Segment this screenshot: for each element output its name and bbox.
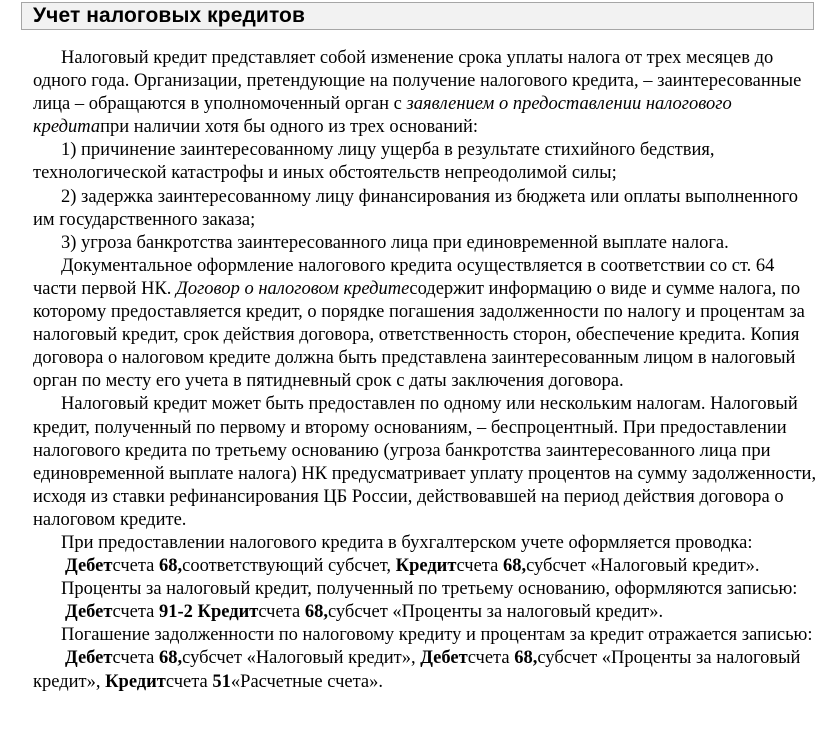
account-number: 51 (212, 671, 231, 692)
posting-entry-3 (33, 647, 816, 693)
paragraph-documentation (33, 255, 816, 394)
entry-text: субсчет «Проценты за налоговый кредит». (327, 602, 664, 623)
entry-text: субсчет «Проценты за налоговый кредит», (33, 648, 801, 692)
account-number: 68, (159, 648, 183, 669)
contract-term: Договор о налоговом кредите (176, 278, 410, 299)
credit-label: Кредит (105, 671, 166, 692)
entry-text: счета (165, 671, 213, 692)
entry-text: счета (112, 648, 159, 669)
page-title: Учет налоговых кредитов (33, 4, 305, 27)
definition-text-end: при наличии хотя бы одного из трех оснований: (100, 117, 479, 138)
definition-text: Налоговый кредит представляет собой изменение срока уплаты налога от трех месяцев до одного года. Организации, претендующие на получение налогового кредита, – заинтересованные лица – обращаются в уполномоченный орган с (33, 48, 802, 115)
entry-text: субсчет «Налоговый кредит», (182, 648, 421, 669)
paragraph-interest-entry-intro: Проценты за налоговый кредит, полученный по третьему основанию, оформляются записью: (61, 579, 798, 600)
posting-entry-1 (33, 555, 816, 578)
entry-text: счета (112, 556, 159, 577)
debit-label: Дебет (65, 556, 113, 577)
debit-label: Дебет (65, 648, 113, 669)
entry-text: счета (258, 602, 305, 623)
entry-text: соответствующий субсчет, (182, 556, 396, 577)
list-item: 2) задержка заинтересованному лицу финансирования из бюджета или оплаты выполненного им государственного заказа; (33, 186, 798, 230)
entry-text: счета (467, 648, 515, 669)
posting-entry-2 (33, 601, 816, 624)
documentation-text: Документальное оформление налогового кредита осуществляется в соответствии со ст. 64 части первой НК. (33, 255, 775, 299)
debit-label: Дебет (420, 648, 468, 669)
account-number: 68, (502, 556, 527, 577)
paragraph-posting-intro: При предоставлении налогового кредита в бухгалтерском учете оформляется проводка: (61, 532, 753, 553)
application-term: заявлением о предоставлении налогового кредита (33, 94, 732, 138)
entry-text: субсчет «Налоговый кредит». (526, 556, 760, 577)
documentation-text-end: содержит информацию о виде и сумме налога, по которому предоставляется кредит, о порядке погашения задолженности по налогу и процентам за налоговый кредит, срок действия договора, ответственность сторон, обеспечение кредита. Копия договора о налоговом кредите должна быть представлена заинтересованным лицом в налоговый орган по месту его учета в пятидневный срок с даты заключения договора. (33, 278, 805, 392)
account-number: 68, (514, 648, 538, 669)
document-body (33, 47, 816, 694)
paragraph-interest: Налоговый кредит может быть предоставлен по одному или нескольким налогам. Налоговый кредит, полученный по первому и второму основаниям, – беспроцентный. При предоставлении налогового кредита по третьему основанию (угроза банкротства заинтересованного лица при единовременной выплате налога) НК предусматривает уплату процентов на сумму задолженности, исходя из ставки рефинансирования ЦБ России, действовавшей на период действия договора о налоговом кредите. (33, 394, 816, 530)
paragraph-repayment-intro: Погашение задолженности по налоговому кредиту и процентам за кредит отражается записью: (61, 625, 813, 646)
account-number: 68, (159, 556, 183, 577)
entry-text: счета (112, 602, 159, 623)
entry-text: «Расчетные счета». (230, 671, 384, 692)
paragraph-definition (33, 47, 816, 139)
list-item: 1) причинение заинтересованному лицу ущерба в результате стихийного бедствия, технологической катастрофы и иных обстоятельств непреодолимой силы; (33, 140, 715, 184)
list-item: 3) угроза банкротства заинтересованного лица при единовременной выплате налога. (61, 232, 729, 253)
credit-label: Кредит (395, 556, 457, 577)
account-number: 68, (304, 602, 328, 623)
debit-label: Дебет (65, 602, 113, 623)
account-number: 91-2 Кредит (159, 602, 259, 623)
entry-text: счета (456, 556, 503, 577)
